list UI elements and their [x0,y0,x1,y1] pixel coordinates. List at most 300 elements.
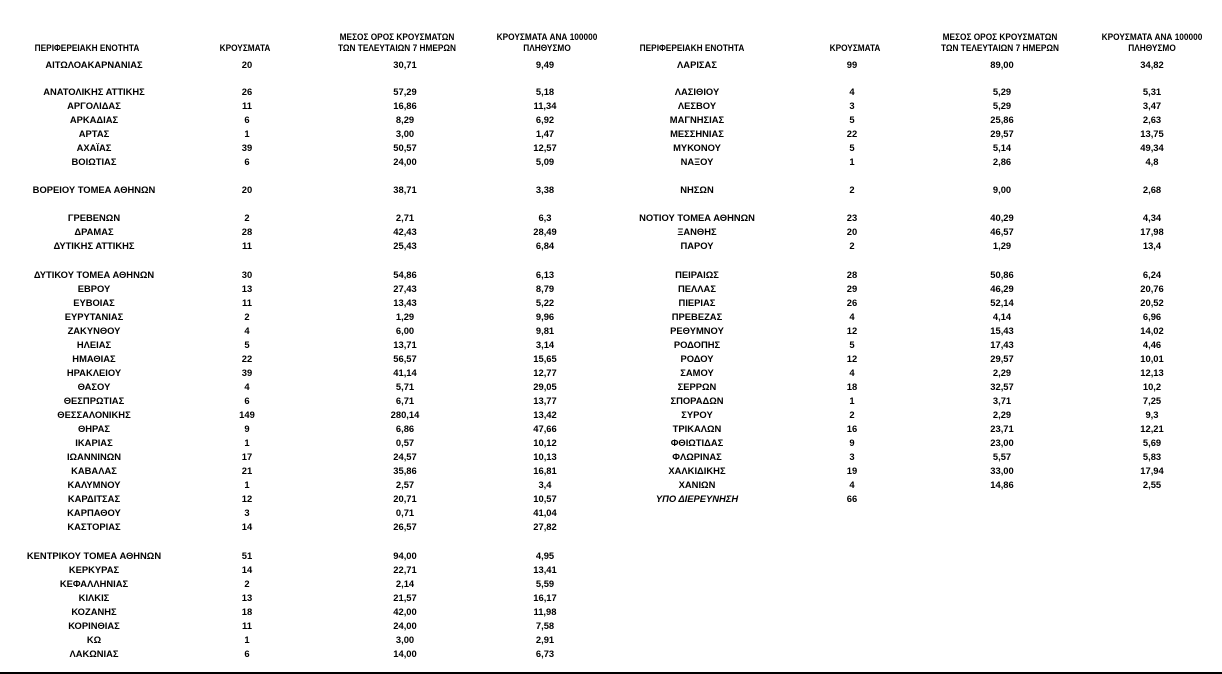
cases-cell: 4 [849,311,855,322]
avg-7days-cell: 21,57 [393,592,417,603]
cases-cell: 20 [241,59,253,70]
region-cell: ΚΑΒΑΛΑΣ [71,465,117,476]
per-100k-cell: 5,69 [1142,437,1162,448]
table-row [612,464,1222,477]
header-cases: ΚΡΟΥΣΜΑΤΑ [829,43,881,53]
cases-cell: 28 [241,226,253,237]
avg-7days-cell: 0,57 [395,437,415,448]
region-cell: ΛΑΣΙΘΙΟΥ [674,86,720,97]
table-row [612,282,1222,295]
region-cell: ΚΩ [86,634,102,645]
per-100k-cell: 41,04 [533,507,557,518]
avg-7days-cell: 23,71 [990,423,1014,434]
cases-cell: 39 [241,142,253,153]
table-row [612,58,1222,71]
per-100k-cell: 29,05 [533,381,557,392]
region-cell: ΕΥΡΥΤΑΝΙΑΣ [64,311,124,322]
header-avg-line2: ΤΩΝ ΤΕΛΕΥΤΑΙΩΝ 7 ΗΜΕΡΩΝ [337,43,457,53]
per-100k-cell: 6,3 [538,212,552,223]
region-cell: ΙΩΑΝΝΙΝΩΝ [66,451,122,462]
table-row [612,127,1222,140]
avg-7days-cell: 6,71 [395,395,415,406]
region-cell: ΜΑΓΝΗΣΙΑΣ [669,114,725,125]
cases-cell: 4 [849,367,855,378]
cases-cell: 1 [244,479,250,490]
cases-cell: 17 [241,451,253,462]
avg-7days-cell: 2,14 [395,578,415,589]
table-row [0,633,612,646]
table-row [0,85,612,98]
cases-cell: 5 [849,114,855,125]
table-row [612,380,1222,393]
region-cell: ΗΜΑΘΙΑΣ [72,353,116,364]
per-100k-cell: 6,96 [1142,311,1162,322]
per-100k-cell: 6,92 [535,114,555,125]
per-100k-cell: 7,25 [1142,395,1162,406]
avg-7days-cell: 40,29 [990,212,1014,223]
cases-cell: 5 [244,339,250,350]
avg-7days-cell: 2,29 [992,367,1012,378]
region-cell: ΜΕΣΣΗΝΙΑΣ [670,128,724,139]
per-100k-cell: 10,2 [1142,381,1162,392]
avg-7days-cell: 1,29 [395,311,415,322]
region-cell: ΘΕΣΠΡΩΤΙΑΣ [63,395,125,406]
cases-cell: 2 [849,184,855,195]
table-row [0,310,612,323]
region-cell: ΘΗΡΑΣ [77,423,110,434]
table-row [0,99,612,112]
region-cell: ΗΛΕΙΑΣ [76,339,112,350]
table-row [0,647,612,660]
avg-7days-cell: 2,29 [992,409,1012,420]
avg-7days-cell: 29,57 [990,128,1014,139]
table-row [0,211,612,224]
region-cell: ΛΑΚΩΝΙΑΣ [69,648,119,659]
per-100k-cell: 28,49 [533,226,557,237]
table-row [0,619,612,632]
per-100k-cell: 14,02 [1140,325,1164,336]
avg-7days-cell: 4,14 [992,311,1012,322]
per-100k-cell: 47,66 [533,423,557,434]
per-100k-cell: 17,98 [1140,226,1164,237]
per-100k-cell: 2,68 [1142,184,1162,195]
cases-cell: 1 [244,634,250,645]
region-cell: ΔΥΤΙΚΟΥ ΤΟΜΕΑ ΑΘΗΝΩΝ [33,269,155,280]
right-header-row [612,0,1222,58]
cases-cell: 2 [244,311,250,322]
per-100k-cell: 20,76 [1140,283,1164,294]
per-100k-cell: 4,8 [1145,156,1159,167]
avg-7days-cell: 22,71 [393,564,417,575]
table-row [0,113,612,126]
table-row [0,141,612,154]
cases-cell: 16 [846,423,858,434]
region-cell: ΛΕΣΒΟΥ [677,100,717,111]
cases-cell: 2 [849,240,855,251]
cases-cell: 22 [241,353,253,364]
table-row [0,436,612,449]
table-row [0,380,612,393]
avg-7days-cell: 23,00 [990,437,1014,448]
per-100k-cell: 10,13 [533,451,557,462]
region-cell: ΦΛΩΡΙΝΑΣ [672,451,722,462]
per-100k-cell: 5,83 [1142,451,1162,462]
table-row [612,324,1222,337]
cases-cell: 26 [241,86,253,97]
cases-cell: 1 [244,437,250,448]
cases-cell: 18 [241,606,253,617]
region-cell: ΔΥΤΙΚΗΣ ΑΤΤΙΚΗΣ [53,240,135,251]
avg-7days-cell: 15,43 [990,325,1014,336]
avg-7days-cell: 94,00 [393,550,417,561]
per-100k-cell: 10,01 [1140,353,1164,364]
region-cell: ΥΠΟ ΔΙΕΡΕΥΝΗΣΗ [655,493,739,504]
table-row [0,239,612,252]
avg-7days-cell: 5,71 [395,381,415,392]
table-row [612,310,1222,323]
per-100k-cell: 17,94 [1140,465,1164,476]
region-cell: ΝΟΤΙΟΥ ΤΟΜΕΑ ΑΘΗΝΩΝ [639,212,755,223]
table-row [612,492,1222,505]
region-cell: ΣΕΡΡΩΝ [677,381,717,392]
avg-7days-cell: 1,29 [992,240,1012,251]
cases-cell: 6 [244,395,250,406]
region-cell: ΚΑΡΠΑΘΟΥ [67,507,121,518]
region-cell: ΑΡΚΑΔΙΑΣ [69,114,119,125]
per-100k-cell: 34,82 [1140,59,1164,70]
region-cell: ΚΑΣΤΟΡΙΑΣ [67,521,121,532]
per-100k-cell: 11,34 [533,100,557,111]
region-cell: ΣΥΡΟΥ [681,409,713,420]
cases-cell: 1 [244,128,250,139]
per-100k-cell: 2,55 [1142,479,1162,490]
avg-7days-cell: 46,57 [990,226,1014,237]
per-100k-cell: 9,49 [535,59,555,70]
table-row [0,338,612,351]
per-100k-cell: 6,84 [535,240,555,251]
table-row [612,141,1222,154]
per-100k-cell: 5,59 [535,578,555,589]
avg-7days-cell: 13,71 [393,339,417,350]
table-row [0,225,612,238]
avg-7days-cell: 17,43 [990,339,1014,350]
per-100k-cell: 12,21 [1140,423,1164,434]
per-100k-cell: 16,17 [533,592,557,603]
cases-cell: 20 [846,226,858,237]
per-100k-cell: 2,91 [535,634,555,645]
region-cell: ΠΡΕΒΕΖΑΣ [671,311,723,322]
cases-cell: 12 [241,493,253,504]
region-cell: ΡΕΘΥΜΝΟΥ [670,325,724,336]
avg-7days-cell: 50,86 [990,269,1014,280]
avg-7days-cell: 6,00 [395,325,415,336]
per-100k-cell: 9,81 [535,325,555,336]
per-100k-cell: 10,12 [533,437,557,448]
region-cell: ΛΑΡΙΣΑΣ [677,59,717,70]
per-100k-cell: 15,65 [533,353,557,364]
region-cell: ΖΑΚΥΝΘΟΥ [67,325,121,336]
per-100k-cell: 13,4 [1142,240,1162,251]
header-avg-line1: ΜΕΣΟΣ ΟΡΟΣ ΚΡΟΥΣΜΑΤΩΝ [942,32,1058,42]
cases-cell: 1 [849,156,855,167]
per-100k-cell: 10,57 [533,493,557,504]
per-100k-cell: 5,22 [535,297,555,308]
region-cell: ΞΑΝΘΗΣ [677,226,717,237]
region-cell: ΙΚΑΡΙΑΣ [75,437,113,448]
avg-7days-cell: 24,57 [393,451,417,462]
per-100k-cell: 27,82 [533,521,557,532]
cases-cell: 26 [846,297,858,308]
region-cell: ΡΟΔΟΠΗΣ [673,339,721,350]
region-cell: ΣΑΜΟΥ [680,367,714,378]
avg-7days-cell: 32,57 [990,381,1014,392]
cases-cell: 30 [241,269,253,280]
region-cell: ΠΕΙΡΑΙΩΣ [675,269,719,280]
cases-cell: 2 [244,578,250,589]
avg-7days-cell: 54,86 [393,269,417,280]
region-cell: ΤΡΙΚΑΛΩΝ [672,423,722,434]
table-row [0,268,612,281]
cases-cell: 13 [241,592,253,603]
per-100k-cell: 13,77 [533,395,557,406]
avg-7days-cell: 30,71 [393,59,417,70]
region-cell: ΚΟΖΑΝΗΣ [71,606,117,617]
cases-cell: 19 [846,465,858,476]
avg-7days-cell: 5,57 [992,451,1012,462]
cases-cell: 12 [846,353,858,364]
avg-7days-cell: 280,14 [390,409,420,420]
table-row [0,324,612,337]
cases-cell: 1 [849,395,855,406]
cases-cell: 5 [849,142,855,153]
table-row [612,408,1222,421]
per-100k-cell: 6,24 [1142,269,1162,280]
table-row [612,296,1222,309]
table-row [0,563,612,576]
avg-7days-cell: 9,00 [992,184,1012,195]
cases-cell: 12 [846,325,858,336]
header-region: ΠΕΡΙΦΕΡΕΙΑΚΗ ΕΝΟΤΗΤΑ [639,43,745,53]
avg-7days-cell: 29,57 [990,353,1014,364]
cases-cell: 4 [244,325,250,336]
region-cell: ΣΠΟΡΑΔΩΝ [670,395,724,406]
avg-7days-cell: 41,14 [393,367,417,378]
cases-cell: 6 [244,648,250,659]
region-cell: ΝΑΞΟΥ [680,156,714,167]
table-row [0,155,612,168]
table-row [0,366,612,379]
table-row [0,296,612,309]
region-cell: ΑΡΤΑΣ [78,128,110,139]
avg-7days-cell: 8,29 [395,114,415,125]
table-row [0,520,612,533]
table-row [612,436,1222,449]
cases-cell: 28 [846,269,858,280]
cases-cell: 18 [846,381,858,392]
per-100k-cell: 5,18 [535,86,555,97]
table-row [0,58,612,71]
cases-cell: 149 [239,409,255,420]
cases-cell: 6 [244,114,250,125]
avg-7days-cell: 25,43 [393,240,417,251]
region-cell: ΠΕΛΛΑΣ [678,283,716,294]
table-row [612,394,1222,407]
table-row [612,352,1222,365]
per-100k-cell: 8,79 [535,283,555,294]
avg-7days-cell: 16,86 [393,100,417,111]
per-100k-cell: 2,63 [1142,114,1162,125]
per-100k-cell: 16,81 [533,465,557,476]
region-cell: ΚΑΛΥΜΝΟΥ [67,479,121,490]
per-100k-cell: 6,73 [535,648,555,659]
table-row [612,155,1222,168]
cases-cell: 3 [849,100,855,111]
header-per100k-line1: ΚΡΟΥΣΜΑΤΑ ΑΝΑ 100000 [496,32,598,42]
region-cell: ΚΑΡΔΙΤΣΑΣ [67,493,121,504]
avg-7days-cell: 3,00 [395,128,415,139]
table-row [0,577,612,590]
avg-7days-cell: 5,14 [992,142,1012,153]
avg-7days-cell: 42,00 [393,606,417,617]
cases-cell: 66 [846,493,858,504]
table-row [0,549,612,562]
avg-7days-cell: 2,71 [395,212,415,223]
table-row [0,183,612,196]
per-100k-cell: 9,3 [1145,409,1159,420]
header-per-100k [483,32,612,54]
left-header-row [0,0,612,58]
table-row [0,506,612,519]
avg-7days-cell: 3,71 [992,395,1012,406]
table-row [612,268,1222,281]
region-cell: ΦΘΙΩΤΙΔΑΣ [670,437,724,448]
table-row [0,127,612,140]
cases-cell: 11 [242,297,252,308]
avg-7days-cell: 35,86 [393,465,417,476]
per-100k-cell: 12,13 [1140,367,1164,378]
region-cell: ΘΕΣΣΑΛΟΝΙΚΗΣ [57,409,131,420]
cases-cell: 22 [846,128,858,139]
region-cell: ΑΙΤΩΛΟΑΚΑΡΝΑΝΙΑΣ [45,59,143,70]
cases-cell: 23 [846,212,858,223]
cases-cell: 3 [244,507,250,518]
avg-7days-cell: 0,71 [395,507,415,518]
table-row [0,450,612,463]
cases-cell: 51 [241,550,253,561]
per-100k-cell: 12,57 [533,142,557,153]
header-per100k-line1: ΚΡΟΥΣΜΑΤΑ ΑΝΑ 100000 [1101,32,1203,42]
region-cell: ΚΟΡΙΝΘΙΑΣ [68,620,120,631]
avg-7days-cell: 14,00 [393,648,417,659]
cases-cell: 29 [846,283,858,294]
per-100k-cell: 3,14 [535,339,555,350]
avg-7days-cell: 24,00 [393,620,417,631]
cases-cell: 14 [241,521,253,532]
header-per100k-line2: ΠΛΗΘΥΣΜΟ [523,43,571,53]
per-100k-cell: 13,75 [1140,128,1164,139]
per-100k-cell: 5,31 [1142,86,1162,97]
header-per-100k [1088,32,1217,54]
cases-cell: 13 [241,283,253,294]
cases-cell: 5 [849,339,855,350]
header-region: ΠΕΡΙΦΕΡΕΙΑΚΗ ΕΝΟΤΗΤΑ [34,43,140,53]
table-row [612,225,1222,238]
table-row [0,478,612,491]
cases-cell: 3 [849,451,855,462]
region-cell: ΡΟΔΟΥ [680,353,714,364]
table-row [612,85,1222,98]
per-100k-cell: 12,77 [533,367,557,378]
table-row [612,450,1222,463]
avg-7days-cell: 46,29 [990,283,1014,294]
avg-7days-cell: 2,86 [992,156,1012,167]
cases-cell: 2 [244,212,250,223]
avg-7days-cell: 56,57 [393,353,417,364]
header-avg-line1: ΜΕΣΟΣ ΟΡΟΣ ΚΡΟΥΣΜΑΤΩΝ [339,32,455,42]
region-cell: ΗΡΑΚΛΕΙΟΥ [66,367,122,378]
cases-cell: 9 [849,437,855,448]
avg-7days-cell: 20,71 [393,493,417,504]
per-100k-cell: 13,42 [533,409,557,420]
avg-7days-cell: 13,43 [393,297,417,308]
region-cell: ΑΧΑΪΑΣ [76,142,112,153]
header-avg-7days [328,32,466,54]
avg-7days-cell: 3,00 [395,634,415,645]
avg-7days-cell: 42,43 [393,226,417,237]
region-cell: ΧΑΛΚΙΔΙΚΗΣ [668,465,726,476]
avg-7days-cell: 26,57 [393,521,417,532]
per-100k-cell: 4,34 [1142,212,1162,223]
region-cell: ΕΒΡΟΥ [77,283,111,294]
cases-cell: 11 [242,240,252,251]
avg-7days-cell: 89,00 [990,59,1014,70]
per-100k-cell: 5,09 [535,156,555,167]
region-cell: ΧΑΝΙΩΝ [678,479,716,490]
per-100k-cell: 3,47 [1142,100,1162,111]
table-row [612,366,1222,379]
avg-7days-cell: 2,57 [395,479,415,490]
cases-cell: 2 [849,409,855,420]
per-100k-cell: 11,98 [533,606,557,617]
cases-cell: 9 [244,423,250,434]
region-cell: ΝΗΣΩΝ [680,184,714,195]
region-cell: ΓΡΕΒΕΝΩΝ [67,212,121,223]
region-cell: ΑΡΓΟΛΙΔΑΣ [67,100,121,111]
table-row [0,591,612,604]
region-cell: ΘΑΣΟΥ [77,381,111,392]
avg-7days-cell: 5,29 [992,86,1012,97]
avg-7days-cell: 50,57 [393,142,417,153]
header-avg-line2: ΤΩΝ ΤΕΛΕΥΤΑΙΩΝ 7 ΗΜΕΡΩΝ [940,43,1060,53]
avg-7days-cell: 6,86 [395,423,415,434]
header-avg-7days [931,32,1069,54]
region-cell: ΚΕΦΑΛΛΗΝΙΑΣ [59,578,129,589]
per-100k-cell: 49,34 [1140,142,1164,153]
cases-cell: 6 [244,156,250,167]
avg-7days-cell: 57,29 [393,86,417,97]
table-row [612,99,1222,112]
region-cell: ΒΟΡΕΙΟΥ ΤΟΜΕΑ ΑΘΗΝΩΝ [32,184,156,195]
cases-cell: 14 [241,564,253,575]
cases-cell: 11 [242,620,252,631]
table-row [612,338,1222,351]
region-cell: ΔΡΑΜΑΣ [74,226,114,237]
region-cell: ΠΑΡΟΥ [680,240,714,251]
cases-cell: 4 [244,381,250,392]
per-100k-cell: 4,46 [1142,339,1162,350]
per-100k-cell: 9,96 [535,311,555,322]
cases-cell: 39 [241,367,253,378]
